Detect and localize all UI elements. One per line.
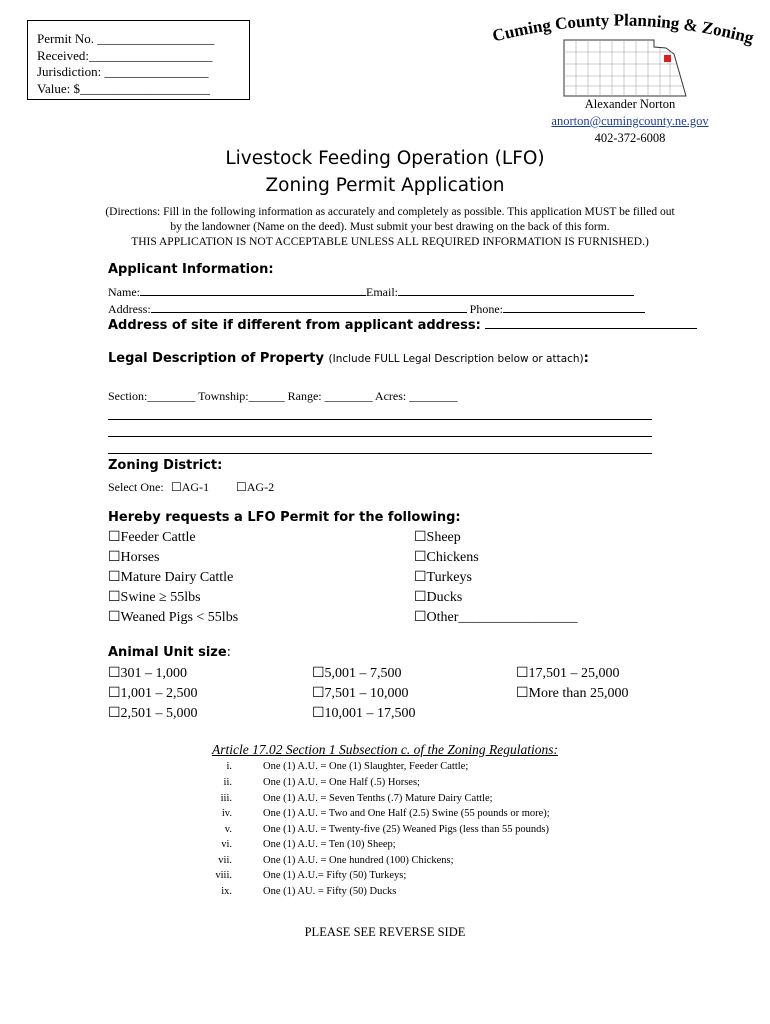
legal-heading-row — [108, 351, 589, 366]
address-label: Address: — [108, 302, 151, 316]
lfo-option[interactable]: ☐Swine ≥ 55lbs — [108, 590, 201, 605]
list-item: One (1) A.U. = One Half (.5) Horses; — [263, 777, 420, 788]
list-item: One (1) A.U. = One hundred (100) Chickens; — [263, 855, 454, 866]
legal-line-2[interactable] — [108, 436, 652, 437]
applicant-heading: Applicant Information: — [108, 262, 274, 277]
legal-line-1[interactable] — [108, 419, 652, 420]
list-numeral: ix. — [221, 886, 232, 897]
list-numeral: vii. — [218, 855, 232, 866]
brand-name: Cuming County Planning & Zoning — [490, 11, 756, 48]
au-option[interactable]: ☐301 – 1,000 — [108, 666, 188, 681]
lfo-option[interactable]: ☐Mature Dairy Cattle — [108, 570, 234, 585]
reverse-side-note: PLEASE SEE REVERSE SIDE — [304, 925, 466, 939]
list-numeral: ii. — [223, 777, 232, 788]
contact-name: Alexander Norton — [584, 97, 676, 111]
permit-no-field[interactable]: Permit No. __________________ — [37, 31, 215, 46]
list-item: One (1) A.U. = Ten (10) Sheep; — [263, 839, 396, 850]
received-field[interactable]: Received:___________________ — [37, 47, 213, 63]
au-option[interactable]: ☐5,001 – 7,500 — [312, 666, 402, 681]
list-numeral: vi. — [221, 839, 232, 850]
legal-fields[interactable]: Section:________ Township:______ Range: ________ Acres: ________ — [108, 389, 458, 403]
zoning-heading: Zoning District: — [108, 458, 223, 473]
au-option[interactable]: ☐17,501 – 25,000 — [516, 666, 620, 681]
site-address-heading: Address of site if different from applicant address: — [108, 318, 481, 333]
nebraska-county-map — [562, 38, 692, 98]
directions-text — [100, 205, 680, 250]
site-address-input[interactable] — [485, 316, 697, 329]
animal-unit-heading: Animal Unit size — [108, 645, 227, 660]
list-numeral: i. — [226, 761, 232, 772]
site-address-row — [108, 316, 697, 333]
list-item: One (1) A.U. = Two and One Half (2.5) Swine (55 pounds or more); — [263, 808, 550, 819]
lfo-heading: Hereby requests a LFO Permit for the following: — [108, 510, 461, 525]
list-item: One (1) AU. = Fifty (50) Ducks — [263, 886, 397, 897]
list-numeral: viii. — [215, 870, 232, 881]
animal-unit-colon: : — [226, 645, 232, 660]
article-title: Article 17.02 Section 1 Subsection c. of the Zoning Regulations: — [211, 742, 559, 757]
au-option[interactable]: ☐10,001 – 17,500 — [312, 706, 416, 721]
list-numeral: iv. — [221, 808, 232, 819]
list-item: One (1) A.U. = Twenty-five (25) Weaned Pigs (less than 55 pounds) — [263, 824, 549, 835]
contact-phone: 402-372-6008 — [594, 131, 666, 145]
lfo-option[interactable]: ☐Ducks — [414, 590, 463, 605]
lfo-option[interactable]: ☐Sheep — [414, 530, 461, 545]
email-input[interactable] — [398, 283, 634, 296]
lfo-option[interactable]: ☐Turkeys — [414, 570, 472, 585]
phone-input[interactable] — [503, 300, 645, 313]
lfo-option[interactable]: ☐Weaned Pigs < 55lbs — [108, 610, 239, 625]
name-email-row — [108, 283, 634, 300]
email-label: Email: — [366, 285, 398, 299]
au-option[interactable]: ☐7,501 – 10,000 — [312, 686, 409, 701]
name-input[interactable] — [140, 283, 366, 296]
name-label: Name: — [108, 285, 140, 299]
cuming-county-marker — [664, 55, 671, 62]
zoning-option-ag2[interactable]: ☐AG-2 — [236, 480, 275, 494]
address-phone-row — [108, 300, 645, 317]
list-item: One (1) A.U. = One (1) Slaughter, Feeder Cattle; — [263, 761, 469, 772]
office-use-box — [27, 20, 250, 100]
list-item: One (1) A.U.= Fifty (50) Turkeys; — [263, 870, 407, 881]
list-item: One (1) A.U. = Seven Tenths (.7) Mature Dairy Cattle; — [263, 793, 493, 804]
directions-warning: THIS APPLICATION IS NOT ACCEPTABLE UNLESS ALL REQUIRED INFORMATION IS FURNISHED.) — [131, 236, 649, 248]
directions-paragraph: (Directions: Fill in the following information as accurately and completely as possible. This application MUST be filled out by the landowner (Name on the deed). Must submit your best drawing on the back of this form. — [105, 206, 675, 233]
lfo-option[interactable]: ☐Horses — [108, 550, 160, 565]
legal-line-3[interactable] — [108, 453, 652, 454]
zoning-select-label: Select One: — [108, 480, 164, 494]
legal-heading: Legal Description of Property — [108, 351, 324, 366]
au-option[interactable]: ☐2,501 – 5,000 — [108, 706, 198, 721]
legal-colon: : — [583, 351, 589, 366]
list-numeral: v. — [224, 824, 232, 835]
list-numeral: iii. — [220, 793, 232, 804]
phone-label: Phone: — [469, 302, 504, 316]
value-field[interactable]: Value: $____________________ — [37, 80, 210, 96]
jurisdiction-field[interactable]: Jurisdiction: ________________ — [37, 64, 209, 79]
address-input[interactable] — [151, 300, 467, 313]
page-title-line2: Zoning Permit Application — [265, 175, 505, 196]
page-title-line1: Livestock Feeding Operation (LFO) — [225, 148, 545, 169]
legal-note: (Include FULL Legal Description below or attach) — [328, 353, 584, 365]
au-option[interactable]: ☐More than 25,000 — [516, 686, 629, 701]
lfo-option-other[interactable]: ☐Other_________________ — [414, 610, 578, 625]
lfo-option[interactable]: ☐Chickens — [414, 550, 479, 565]
zoning-option-ag1[interactable]: ☐AG-1 — [171, 480, 210, 494]
lfo-option[interactable]: ☐Feeder Cattle — [108, 530, 196, 545]
animal-unit-heading-row — [108, 645, 231, 660]
au-option[interactable]: ☐1,001 – 2,500 — [108, 686, 198, 701]
contact-email-link[interactable]: anorton@cumingcounty.ne.gov — [551, 114, 709, 128]
